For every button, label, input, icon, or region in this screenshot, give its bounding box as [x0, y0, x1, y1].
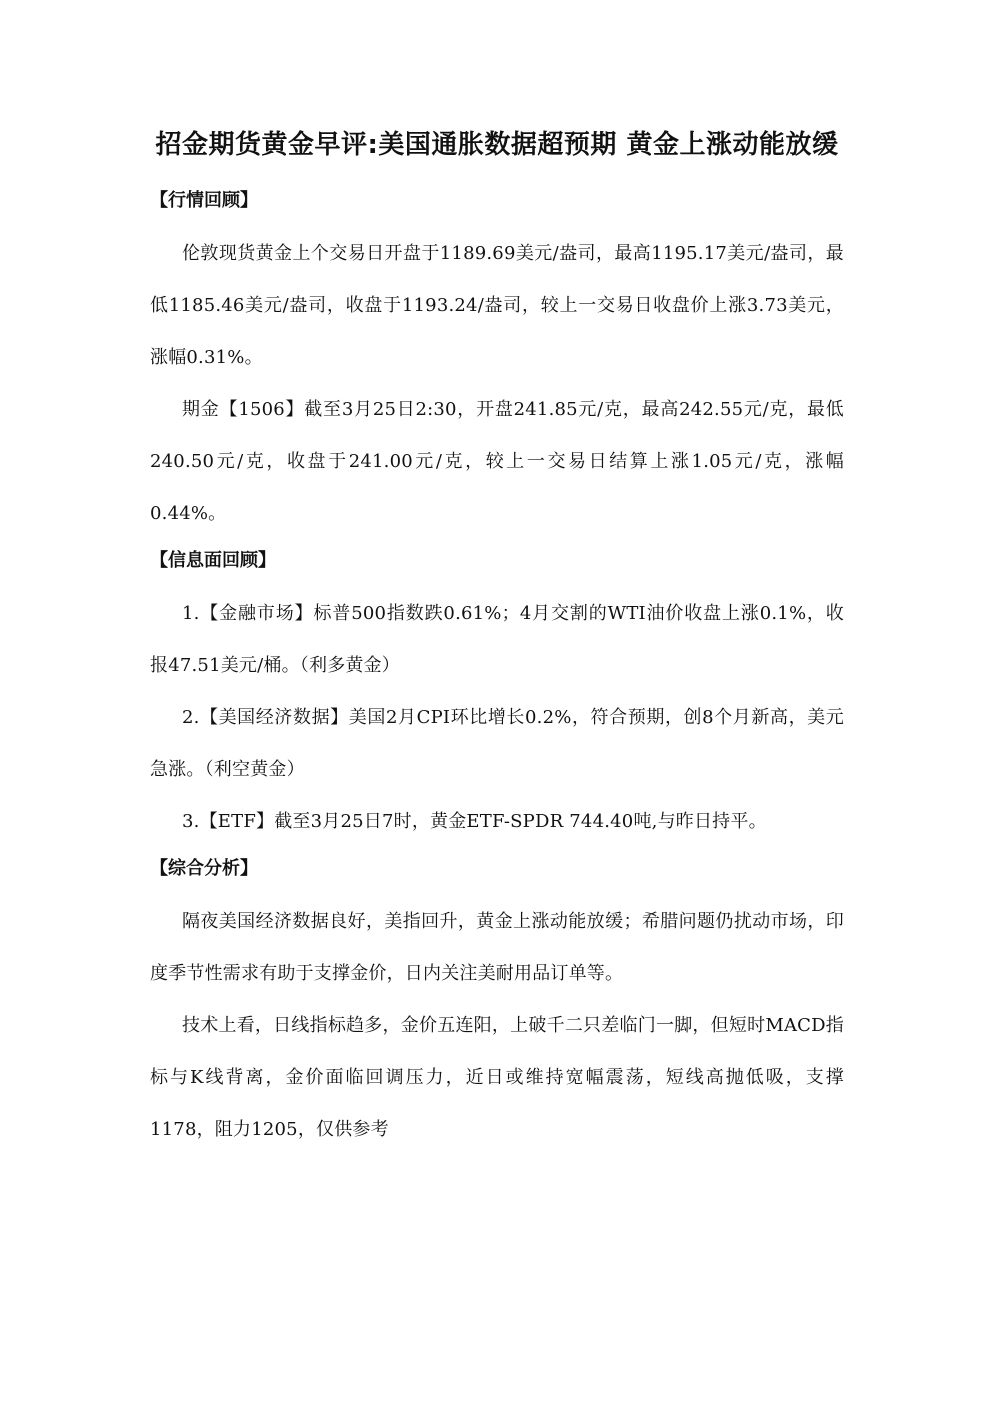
section-analysis [150, 852, 844, 1156]
document-page [150, 120, 844, 1160]
paragraph: 3.【ETF】截至3月25日7时，黄金ETF-SPDR 744.40吨,与昨日持平。 [182, 811, 767, 832]
paragraph: 隔夜美国经济数据良好，美指回升，黄金上涨动能放缓；希腊问题仍扰动市场，印度季节性需求有助于支撑金价，日内关注美耐用品订单等。 [150, 911, 844, 984]
paragraph: 2.【美国经济数据】美国2月CPI环比增长0.2%，符合预期，创8个月新高，美元急涨。（利空黄金） [150, 707, 844, 780]
section-news-review [150, 544, 844, 848]
section-heading: 【综合分析】 [150, 858, 258, 879]
section-heading: 【行情回顾】 [150, 190, 258, 211]
paragraph: 技术上看，日线指标趋多，金价五连阳，上破千二只差临门一脚，但短时MACD指标与K线背离，金价面临回调压力，近日或维持宽幅震荡，短线高抛低吸，支撑1178，阻力1205，仅供参考 [150, 1015, 844, 1140]
paragraph: 期金【1506】截至3月25日2:30，开盘241.85元/克，最高242.55元/克，最低240.50元/克，收盘于241.00元/克，较上一交易日结算上涨1.05元/克，涨幅0.44%。 [150, 399, 844, 524]
paragraph: 伦敦现货黄金上个交易日开盘于1189.69美元/盎司，最高1195.17美元/盎司，最低1185.46美元/盎司，收盘于1193.24/盎司，较上一交易日收盘价上涨3.73美元，涨幅0.31%。 [150, 243, 844, 368]
paragraph: 1.【金融市场】标普500指数跌0.61%；4月交割的WTI油价收盘上涨0.1%，收报47.51美元/桶。（利多黄金） [150, 603, 844, 676]
document-title: 招金期货黄金早评:美国通胀数据超预期 黄金上涨动能放缓 [155, 130, 839, 160]
section-heading: 【信息面回顾】 [150, 550, 276, 571]
section-market-review [150, 184, 844, 540]
